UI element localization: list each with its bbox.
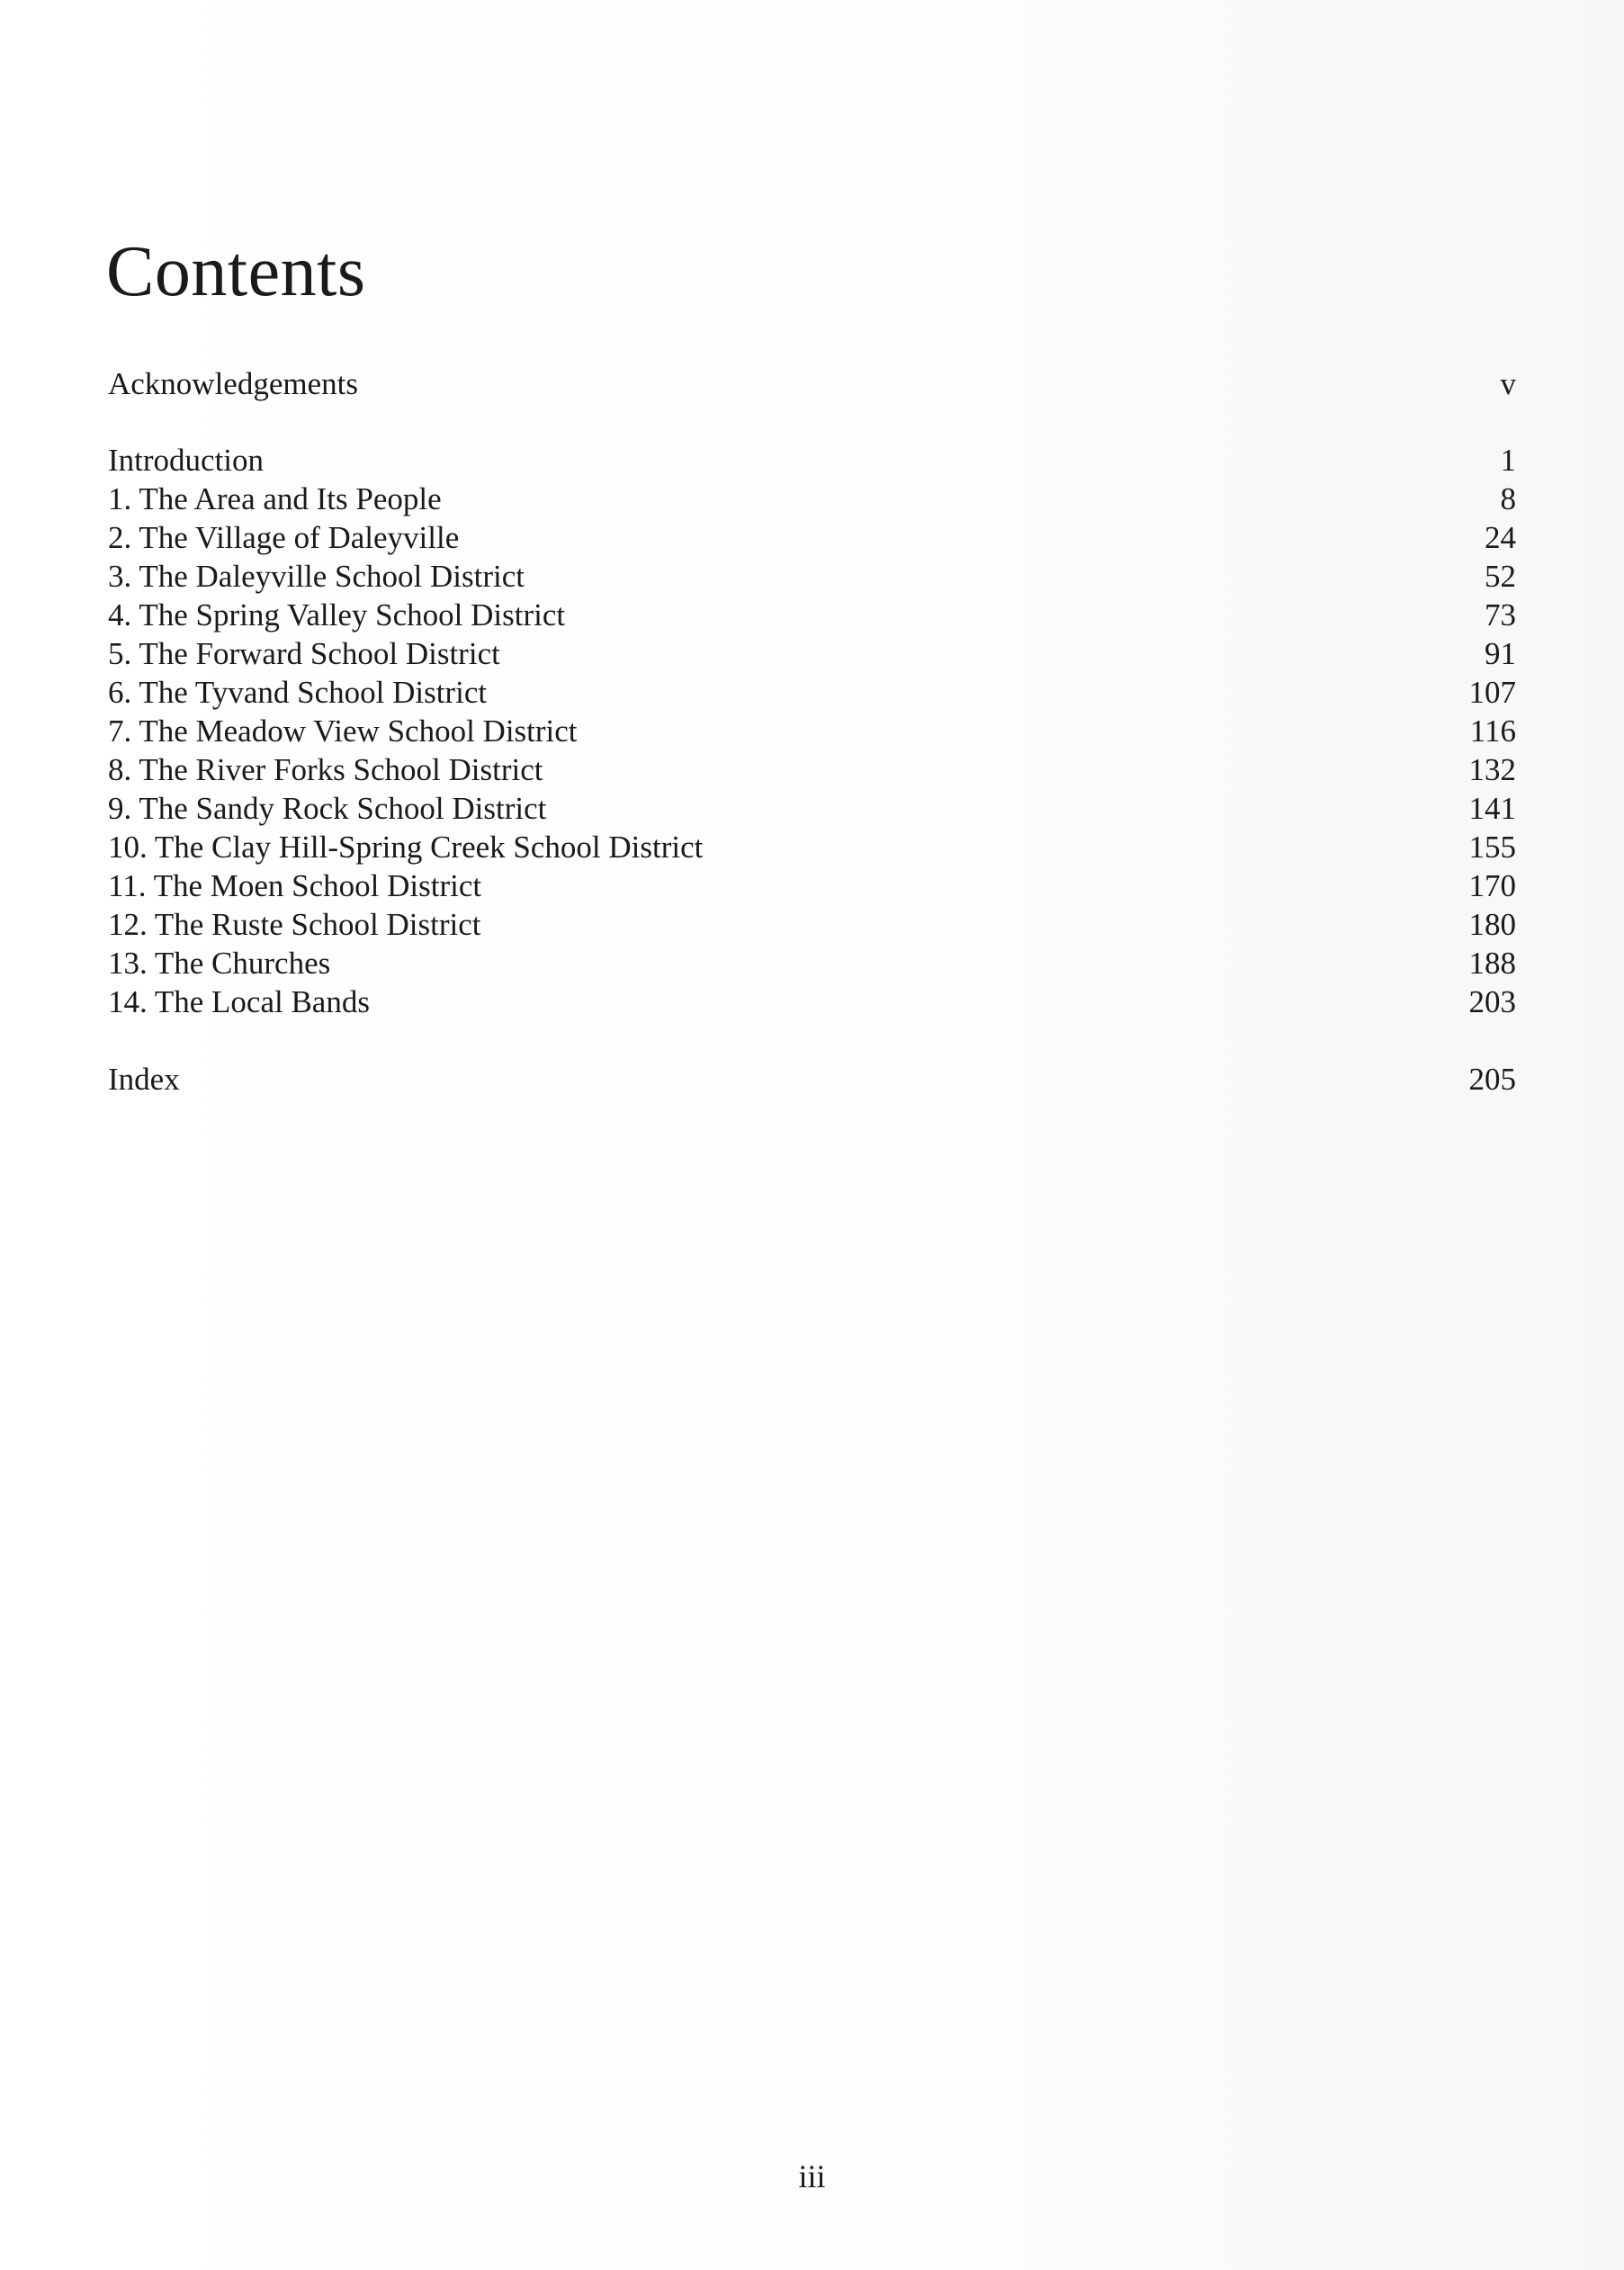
toc-entry-page: 91 [1485,636,1516,671]
toc-entry-chapter-10 [108,828,1516,866]
toc-entry-label: Acknowledgements [108,366,358,401]
toc-entry-page: 205 [1468,1062,1516,1097]
toc-entry-chapter-14 [108,982,1516,1021]
toc-entry-page: 155 [1468,830,1516,865]
toc-entry-label: 13. The Churches [108,946,331,981]
toc-entry-introduction [108,441,1516,480]
toc-entry-chapter-8 [108,750,1516,789]
toc-entry-chapter-6 [108,673,1516,712]
toc-entry-label: 5. The Forward School District [108,636,500,671]
toc-entry-label: 9. The Sandy Rock School District [108,791,547,826]
toc-entry-chapter-1 [108,480,1516,518]
toc-entry-page: 73 [1485,597,1516,633]
toc-entry-page: 141 [1468,791,1516,826]
toc-entry-label: 1. The Area and Its People [108,481,442,516]
toc-entry-label: 4. The Spring Valley School District [108,597,566,633]
toc-entry-label: Index [108,1062,180,1097]
toc-entry-label: 7. The Meadow View School District [108,713,578,749]
toc-entry-acknowledgements [108,364,1516,403]
toc-entry-page: 170 [1468,868,1516,903]
toc-entry-page: 180 [1468,907,1516,942]
toc-entry-label: 6. The Tyvand School District [108,675,488,710]
toc-entry-index [108,1060,1516,1099]
toc-entry-label: 10. The Clay Hill-Spring Creek School District [108,830,704,865]
toc-entry-label: 14. The Local Bands [108,984,370,1019]
toc-entry-chapter-9 [108,789,1516,828]
toc-entry-chapter-4 [108,596,1516,634]
toc-entry-chapter-2 [108,518,1516,557]
toc-entry-page: 203 [1468,984,1516,1019]
toc-entry-label: 3. The Daleyville School District [108,559,525,594]
toc-entry-chapter-12 [108,905,1516,944]
toc-entry-chapter-11 [108,866,1516,905]
page-title: Contents [106,232,366,311]
toc-entry-page: 8 [1500,481,1516,516]
toc-entry-label: 12. The Ruste School District [108,907,481,942]
toc-entry-chapter-7 [108,712,1516,750]
toc-entry-page: 24 [1485,520,1516,555]
toc-entry-page: v [1500,366,1516,401]
toc-entry-chapter-5 [108,634,1516,673]
toc-entry-chapter-3 [108,557,1516,596]
toc-entry-page: 188 [1468,946,1516,981]
toc-entry-label: Introduction [108,443,265,478]
toc-entry-page: 116 [1469,713,1516,749]
toc-entry-label: 2. The Village of Daleyville [108,520,460,555]
toc-entry-label: 8. The River Forks School District [108,752,543,787]
page-folio: iii [798,2158,826,2194]
toc-entry-page: 1 [1500,443,1516,478]
toc-entry-page: 132 [1468,752,1516,787]
toc-entry-page: 52 [1485,559,1516,594]
toc-entry-chapter-13 [108,944,1516,982]
toc-entry-label: 11. The Moen School District [108,868,482,903]
toc-entry-page: 107 [1468,675,1516,710]
